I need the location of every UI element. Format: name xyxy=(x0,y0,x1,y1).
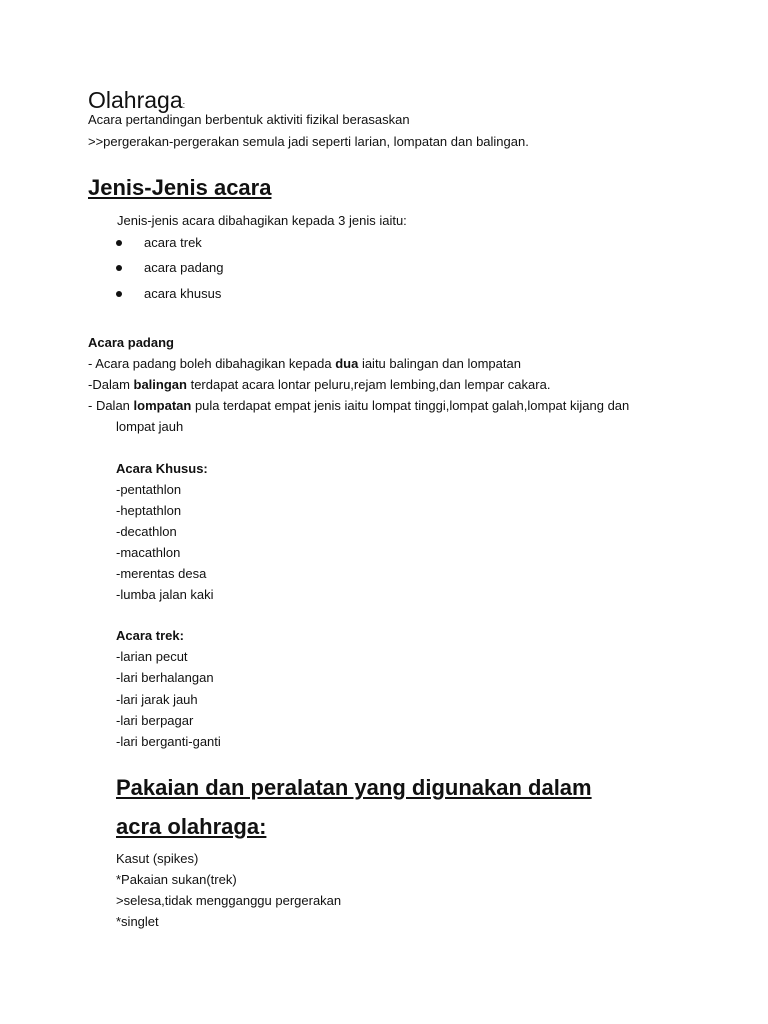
pakaian-item: *Pakaian sukan(trek) xyxy=(116,872,237,887)
trek-item: -larian pecut xyxy=(116,649,188,664)
pakaian-item: >selesa,tidak mengganggu pergerakan xyxy=(116,893,342,908)
intro-line-2: >>pergerakan-pergerakan semula jadi seperti larian, lompatan dan balingan. xyxy=(88,134,529,149)
jenis-lead: Jenis-jenis acara dibahagikan kepada 3 jenis iaitu: xyxy=(117,213,407,228)
title-text: Olahraga xyxy=(88,87,183,113)
title-colon: : xyxy=(182,100,186,110)
jenis-item-trek: acara trek xyxy=(144,235,202,250)
pakaian-item: *singlet xyxy=(116,914,159,929)
trek-item: -lari berganti-ganti xyxy=(116,734,221,749)
bullet-icon xyxy=(116,240,122,246)
khusus-item: -merentas desa xyxy=(116,566,207,581)
khusus-item: -macathlon xyxy=(116,545,181,560)
pakaian-item: Kasut (spikes) xyxy=(116,851,199,866)
bullet-icon xyxy=(116,291,122,297)
padang-line-3: - Dalan lompatan pula terdapat empat jenis iaitu lompat tinggi,lompat galah,lompat kijang dan xyxy=(88,398,630,413)
khusus-item: -heptathlon xyxy=(116,503,182,518)
padang-line-1: - Acara padang boleh dibahagikan kepada dua iaitu balingan dan lompatan xyxy=(88,356,521,371)
jenis-item-khusus: acara khusus xyxy=(144,286,222,301)
khusus-item: -pentathlon xyxy=(116,482,182,497)
trek-item: -lari jarak jauh xyxy=(116,692,198,707)
trek-item: -lari berpagar xyxy=(116,713,194,728)
trek-item: -lari berhalangan xyxy=(116,670,214,685)
jenis-item-padang: acara padang xyxy=(144,260,224,275)
padang-line-2: -Dalam balingan terdapat acara lontar peluru,rejam lembing,dan lempar cakara. xyxy=(88,377,551,392)
padang-heading: Acara padang xyxy=(88,335,174,350)
trek-heading: Acara trek: xyxy=(116,628,184,643)
jenis-heading: Jenis-Jenis acara xyxy=(88,175,272,200)
khusus-item: -lumba jalan kaki xyxy=(116,587,214,602)
pakaian-heading-line-1: Pakaian dan peralatan yang digunakan dalam xyxy=(116,775,592,800)
pakaian-heading-line-2: acra olahraga: xyxy=(116,814,267,839)
khusus-heading: Acara Khusus: xyxy=(116,461,208,476)
intro-line-1: Acara pertandingan berbentuk aktiviti fizikal berasaskan xyxy=(88,112,410,127)
bullet-icon xyxy=(116,265,122,271)
padang-line-3-cont: lompat jauh xyxy=(116,419,184,434)
khusus-item: -decathlon xyxy=(116,524,177,539)
